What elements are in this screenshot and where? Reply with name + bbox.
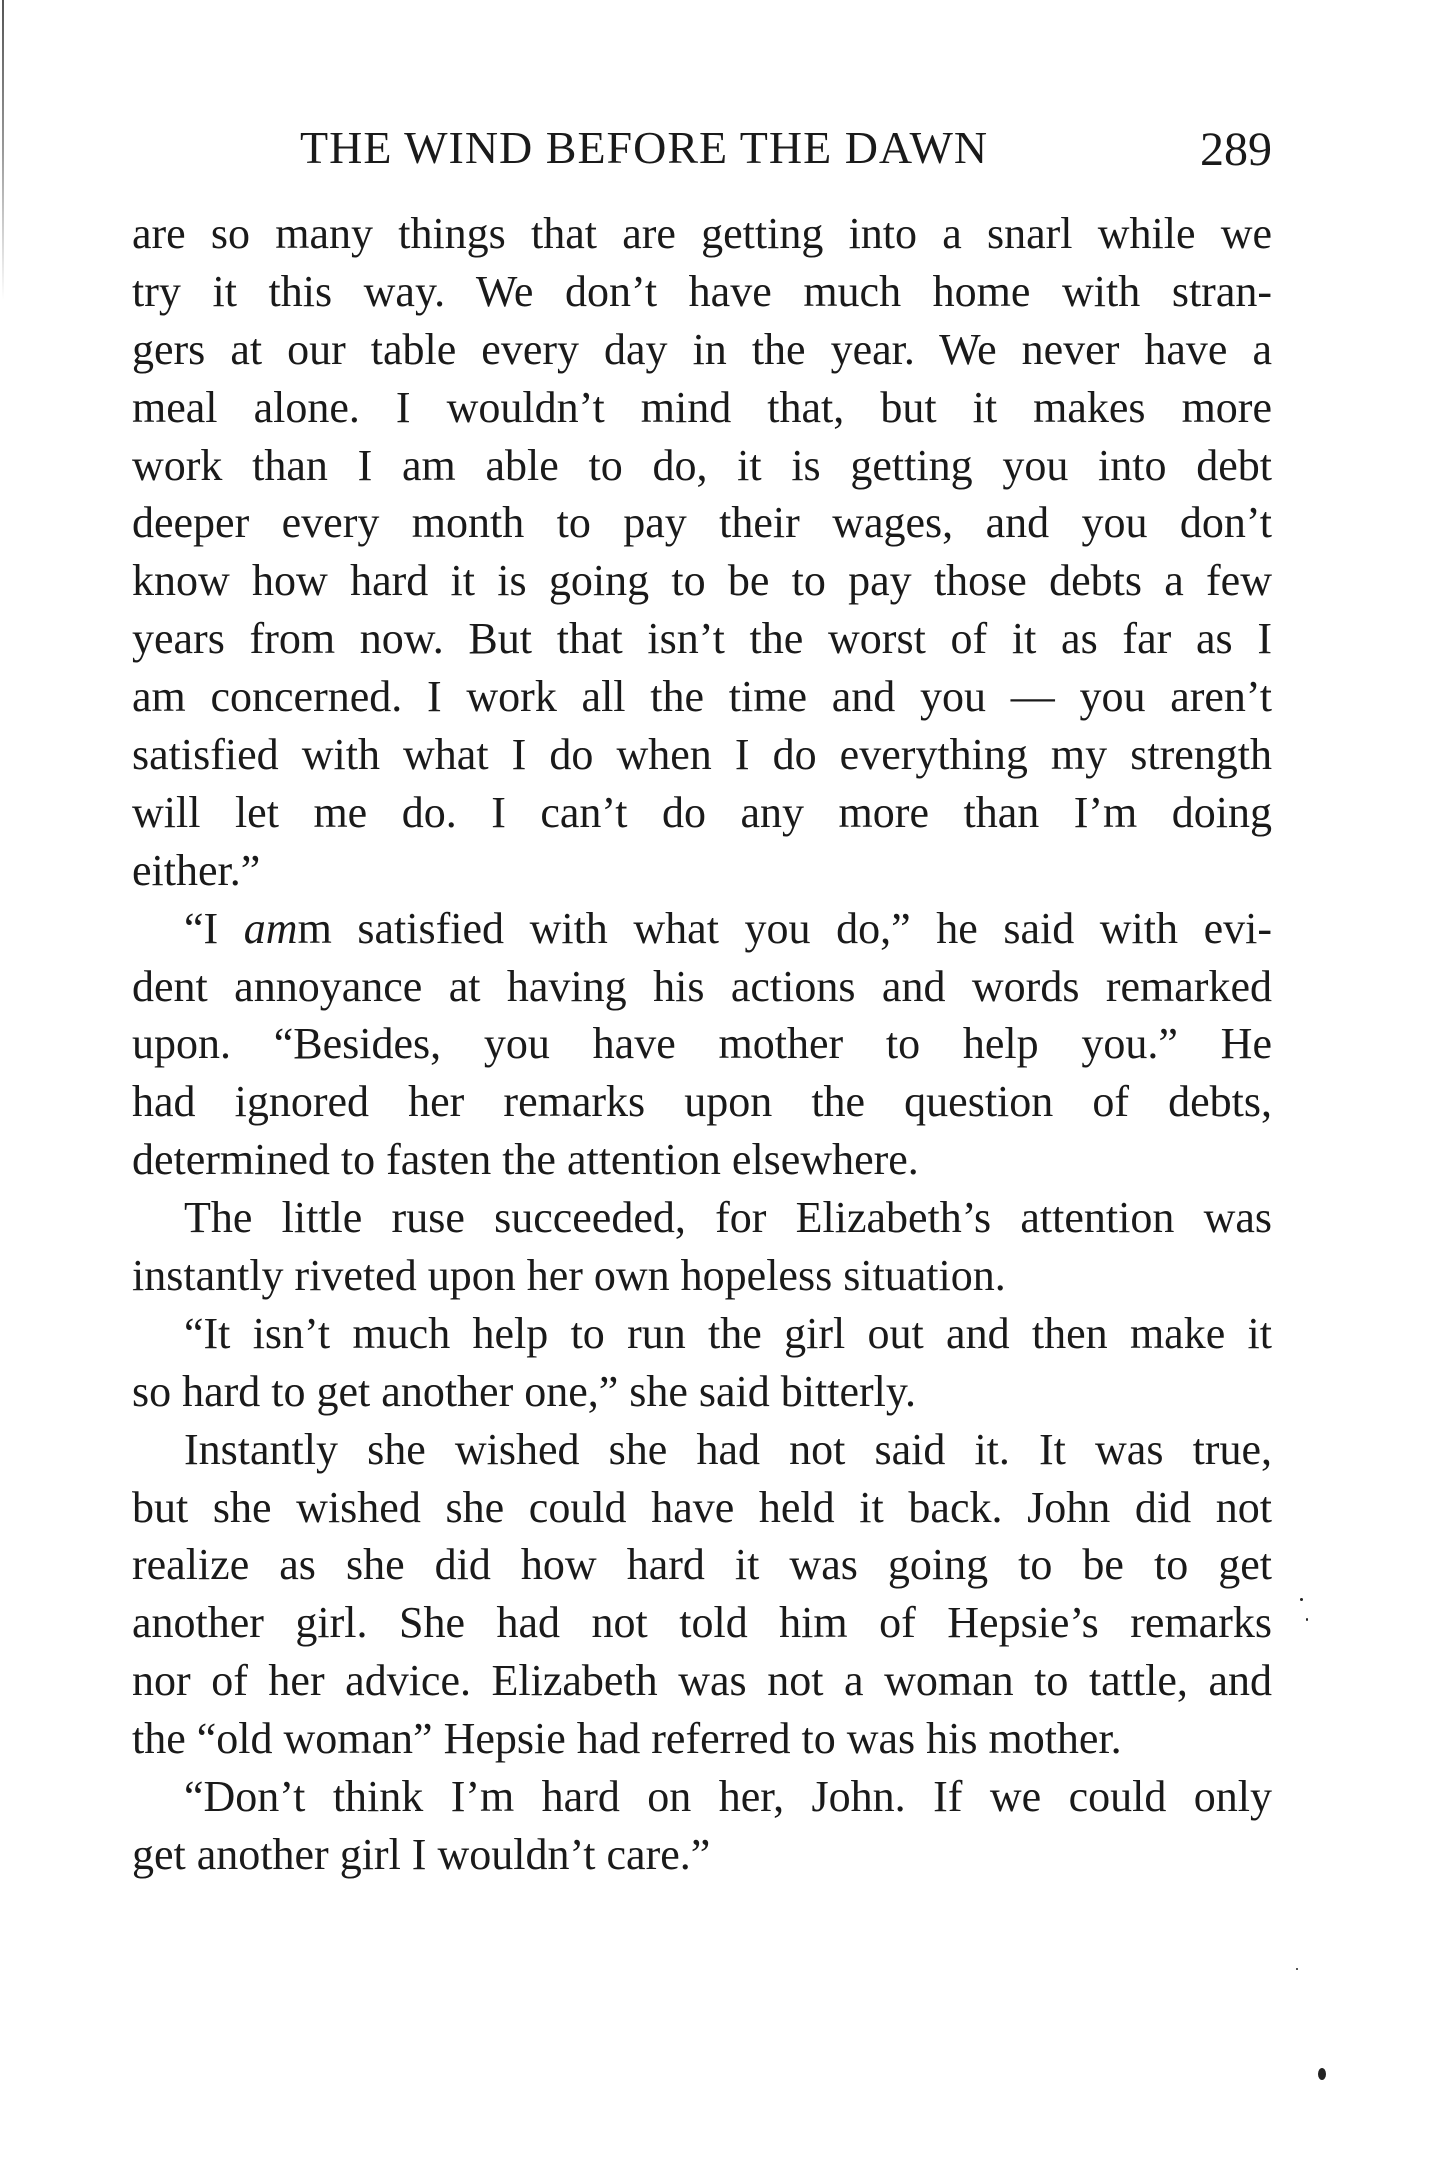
text-line: gers at our table every day in the year. We never have a xyxy=(132,324,1272,374)
ink-speck xyxy=(1318,2068,1326,2080)
margin-scan-edge xyxy=(2,0,4,300)
ink-speck xyxy=(1296,1968,1298,1970)
text-line: am concerned. I work all the time and you — you aren’t xyxy=(132,672,1272,722)
text-line: but she wished she could have held it back. John did not xyxy=(132,1482,1272,1532)
text-line: Instantly she wished she had not said it. It was true, xyxy=(184,1424,1272,1474)
text-line: work than I am able to do, it is getting you into debt xyxy=(132,440,1272,490)
text-line: try it this way. We don’t have much home with stran- xyxy=(132,266,1272,316)
text-line: instantly riveted upon her own hopeless situation. xyxy=(132,1251,1006,1301)
text-line: the “old woman” Hepsie had referred to was his mother. xyxy=(132,1714,1122,1764)
text-line: years from now. But that isn’t the worst of it as far as I xyxy=(132,614,1272,664)
text-line: had ignored her remarks upon the question of debts, xyxy=(132,1077,1272,1127)
ink-speck xyxy=(1300,1598,1303,1601)
text-line: “It isn’t much help to run the girl out and then make it xyxy=(184,1308,1272,1358)
text-line: “Don’t think I’m hard on her, John. If we could only xyxy=(184,1772,1272,1822)
running-head xyxy=(132,118,1272,178)
text-line: are so many things that are getting into a snarl while we xyxy=(132,209,1272,258)
text-line: so hard to get another one,” she said bitterly. xyxy=(132,1366,917,1416)
emphasis: am xyxy=(243,903,298,953)
ink-speck xyxy=(1306,1618,1308,1621)
text-line: determined to fasten the attention elsewhere. xyxy=(132,1135,919,1185)
text-line: satisfied with what I do when I do everything my strength xyxy=(132,730,1272,780)
page-number: 289 xyxy=(1200,123,1272,176)
text-line: realize as she did how hard it was going to be to get xyxy=(132,1540,1272,1590)
text-line: The little ruse succeeded, for Elizabeth’s attention was xyxy=(184,1193,1272,1243)
text-line: get another girl I wouldn’t care.” xyxy=(132,1829,711,1879)
text-line: dent annoyance at having his actions and words remarked xyxy=(132,961,1272,1011)
body-text xyxy=(132,205,1272,1884)
text-line: meal alone. I wouldn’t mind that, but it makes more xyxy=(132,382,1272,432)
text-line: either.” xyxy=(132,845,261,895)
text-line: upon. “Besides, you have mother to help you.” He xyxy=(132,1019,1272,1069)
text-line: know how hard it is going to be to pay those debts a few xyxy=(132,556,1272,606)
text-line: another girl. She had not told him of Hepsie’s remarks xyxy=(132,1598,1272,1648)
text-line: “I amm satisfied with what you do,” he said with evi- xyxy=(184,903,1272,953)
text-line: deeper every month to pay their wages, and you don’t xyxy=(132,498,1272,548)
text-line: nor of her advice. Elizabeth was not a woman to tattle, and xyxy=(132,1656,1272,1706)
running-title: THE WIND BEFORE THE DAWN xyxy=(300,122,989,173)
text-line: will let me do. I can’t do any more than I’m doing xyxy=(132,787,1272,837)
